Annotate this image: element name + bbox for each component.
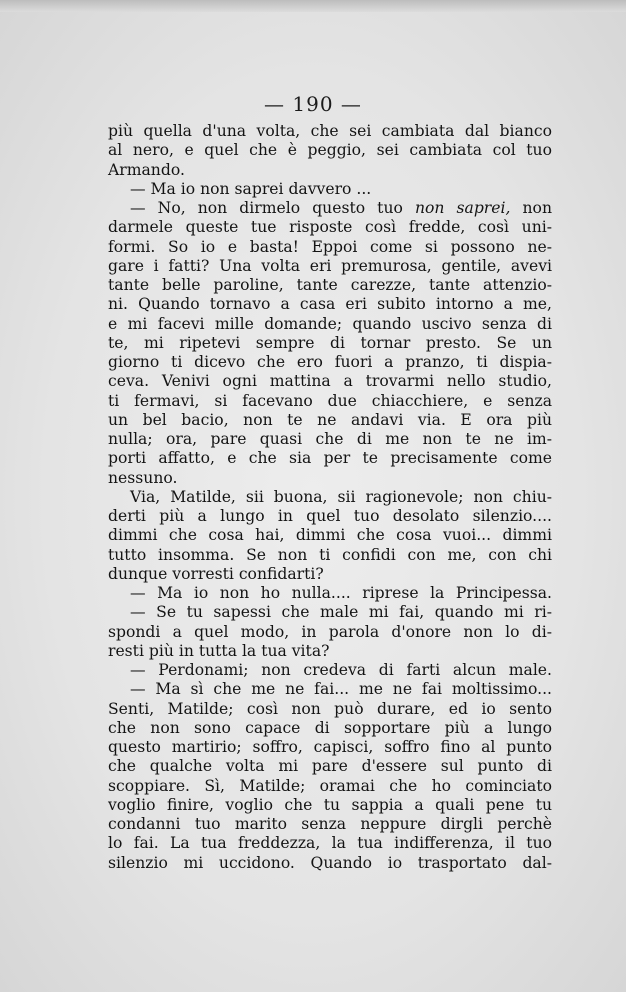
text-line: che qualche volta mi pare d'essere sul punto di [108,757,552,776]
text-line: — Ma io non saprei davvero ... [130,179,372,198]
text-line: Armando. [108,160,185,179]
text-line: tutto insomma. Se non ti confidi con me, con chi [108,545,552,564]
text-line: nessuno. [108,468,178,487]
text-line: — Se tu sapessi che male mi fai, quando mi ri- [130,603,552,622]
text-line: porti affatto, e che sia per te precisamente come [108,449,552,468]
text-line: gare i fatti? Una volta eri premurosa, gentile, avevi [108,256,552,275]
text-fragment: non [510,199,552,217]
text-line: derti più a lungo in quel tuo desolato silenzio.... [108,507,552,525]
text-line: condanni tuo marito senza neppure dirgli perchè [108,815,552,833]
text-line: lo fai. La tua freddezza, la tua indifferenza, il tuo [108,834,552,853]
text-line: al nero, e quel che è peggio, sei cambiata col tuo [108,141,552,160]
text-line: ti fermavi, si facevano due chiacchiere, e senza [108,391,552,410]
page-edge [0,0,626,12]
text-line: formi. So io e basta! Eppoi come si possono ne- [108,237,552,256]
text-line: te, mi ripetevi sempre di tornar presto. Se un [108,333,552,352]
text-line: voglio finire, voglio che tu sappia a quali pene tu [108,795,552,814]
text-line: — Perdonami; non credeva di farti alcun male. [130,661,552,679]
text-line: silenzio mi uccidono. Quando io trasportato dal- [108,853,552,872]
body-text [108,122,552,873]
text-line: darmele queste tue risposte così fredde, così uni- [108,218,552,237]
text-line [108,199,552,218]
text-fragment: — No, non dirmelo questo tuo [130,199,415,217]
text-line: spondi a quel modo, in parola d'onore non lo di- [108,622,552,641]
text-line: nulla; ora, pare quasi che di me non te ne im- [108,430,552,448]
text-line: — Ma io non ho nulla.... riprese la Principessa. [130,584,552,602]
text-line: Senti, Matilde; così non può durare, ed io sento [108,699,552,718]
text-line: un bel bacio, non te ne andavi via. E ora più [108,410,552,429]
page-number: — 190 — [264,92,362,116]
text-line: e mi facevi mille domande; quando uscivo senza di [108,314,552,333]
text-line: questo martirio; soffro, capisci, soffro fino al punto [108,738,552,756]
text-line: giorno ti dicevo che ero fuori a pranzo, ti dispia- [108,353,552,371]
text-line: scoppiare. Sì, Matilde; oramai che ho cominciato [108,776,552,795]
text-line: dimmi che cosa hai, dimmi che cosa vuoi... dimmi [108,526,552,545]
text-line: — Ma sì che me ne fai... me ne fai moltissimo... [130,680,552,699]
text-line: che non sono capace di sopportare più a lungo [108,718,552,737]
text-line: ni. Quando tornavo a casa eri subito intorno a me, [108,295,552,314]
text-line: più quella d'una volta, che sei cambiata dal bianco [108,122,552,140]
text-line: resti più in tutta la tua vita? [108,641,330,660]
text-line: dunque vorresti confidarti? [108,564,324,583]
italic-text: non saprei, [414,199,511,217]
text-line: ceva. Venivi ogni mattina a trovarmi nello studio, [108,372,552,391]
text-line: tante belle paroline, tante carezze, tante attenzio- [108,276,552,294]
text-line: Via, Matilde, sii buona, sii ragionevole; non chiu- [130,487,552,506]
